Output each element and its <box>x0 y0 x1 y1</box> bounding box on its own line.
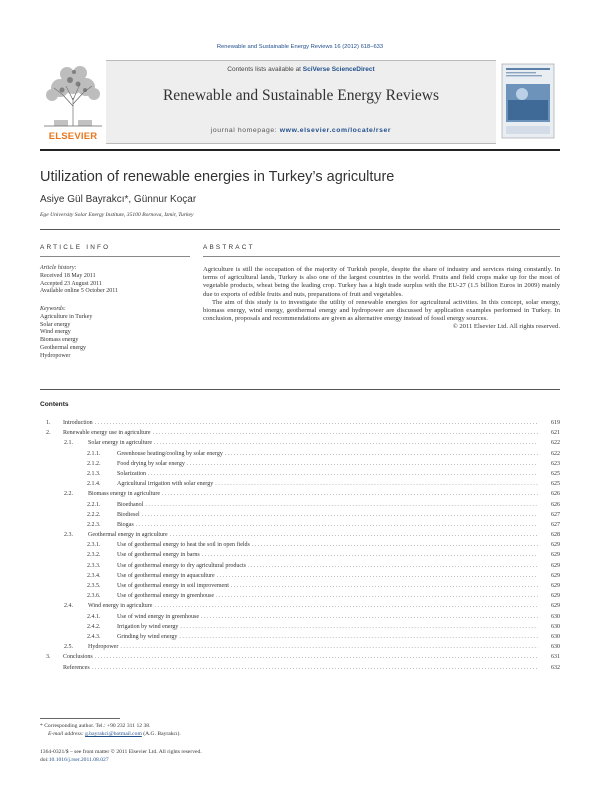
toc-page-number: 630 <box>551 623 560 630</box>
keywords-label: Keywords: <box>40 306 66 312</box>
toc-title[interactable]: Food drying by solar energy <box>117 460 185 467</box>
toc-number: 3. <box>46 654 51 661</box>
abstract-header: ABSTRACT <box>203 244 255 251</box>
toc-number: 2.2.2. <box>87 511 101 518</box>
toc-page-number: 629 <box>551 572 560 579</box>
toc-number: 2.2. <box>64 491 73 498</box>
toc-entry[interactable] <box>40 550 560 560</box>
toc-entry[interactable] <box>40 510 560 520</box>
toc-number: 2. <box>46 430 51 437</box>
toc-page-number: 627 <box>551 521 560 528</box>
abstract-body <box>203 266 560 332</box>
toc-page-number: 627 <box>551 511 560 518</box>
toc-page-number: 621 <box>551 430 560 437</box>
keyword-item: Agriculture in Turkey <box>40 313 93 320</box>
toc-number: 2.1.4. <box>87 481 101 488</box>
toc-leader-dots <box>154 438 538 448</box>
journal-cover-thumbnail[interactable] <box>496 60 560 144</box>
toc-page-number: 626 <box>551 501 560 508</box>
toc-entry[interactable] <box>40 632 560 642</box>
toc-number: 2.3.2. <box>87 552 101 559</box>
toc-entry[interactable] <box>40 459 560 469</box>
article-title: Utilization of renewable energies in Turkey’s agriculture <box>40 169 395 185</box>
toc-entry[interactable] <box>40 479 560 489</box>
toc-page-number: 629 <box>551 542 560 549</box>
toc-page-number: 626 <box>551 491 560 498</box>
toc-title[interactable]: Conclusions <box>63 654 93 661</box>
toc-leader-dots <box>180 622 538 632</box>
toc-title[interactable]: Agricultural irrigation with solar energy <box>117 481 214 488</box>
corresponding-author-note: * Corresponding author. Tel.: +90 232 311 12 38. <box>40 723 151 729</box>
doi-link[interactable]: 10.1016/j.rser.2011.08.027 <box>48 757 109 763</box>
keywords-block <box>40 306 188 361</box>
homepage-prefix: journal homepage: <box>210 127 280 134</box>
header-divider <box>40 149 560 151</box>
email-link[interactable]: g.bayrakci@hotmail.com <box>85 731 142 737</box>
table-of-contents <box>40 418 560 673</box>
toc-number: 2.4.1. <box>87 613 101 620</box>
copyright-notice: © 2011 Elsevier Ltd. All rights reserved. <box>452 323 560 331</box>
toc-title[interactable]: Geothermal energy in agriculture <box>88 532 168 539</box>
toc-number: 2.1.3. <box>87 470 101 477</box>
abstract-paragraph: Agriculture is still the occupation of the majority of Turkish people, despite the share of industry and services rising constantly. In terms of agricultural lands, Turkey is also one of the largest countries in the world. Fruits and field crops make up for the most of vegetable products, wheat being the leading crop. Turkey has a high trade surplus with the EU-27 (1.5 billion Euros in 2009) mainly due to exports of edible fruits and nuts, preparations of fruit and vegetables. <box>203 266 560 298</box>
toc-entry[interactable] <box>40 438 560 448</box>
toc-number: 2.2.3. <box>87 521 101 528</box>
toc-leader-dots <box>231 581 538 591</box>
toc-number: 2.4. <box>64 603 73 610</box>
toc-title[interactable]: Introduction <box>63 420 93 426</box>
toc-title[interactable]: Wind energy in agriculture <box>88 603 153 610</box>
toc-number: 2.3.4. <box>87 572 101 579</box>
abstract-paragraph: The aim of this study is to investigate the utility of renewable energies for agricultural activities. In this concept, solar energy, biomass energy, wind energy, geothermal energy and hydropower are discussed by application examples performed in Turkey. In conclusion, proposals and recommendations are given as alternative energy instead of fossil energy sources. <box>203 298 560 323</box>
toc-title[interactable]: Use of geothermal energy in aquaculture <box>117 572 215 579</box>
email-suffix: (A.G. Bayrakcı). <box>143 731 181 737</box>
author-affiliation: Ege University Solar Energy Institute, 35100 Bornova, Izmir, Turkey <box>40 212 194 218</box>
toc-title[interactable]: Use of geothermal energy to heat the soil in open fields <box>117 542 250 549</box>
toc-number: 2.3. <box>64 532 73 539</box>
toc-leader-dots <box>252 540 538 550</box>
toc-page-number: 631 <box>551 654 560 661</box>
toc-number: 2.1. <box>64 440 73 447</box>
keyword-item: Hydropower <box>40 352 71 359</box>
toc-title[interactable]: Biogas <box>117 521 134 528</box>
toc-title[interactable]: Use of geothermal energy in barns <box>117 552 200 559</box>
toc-entry[interactable] <box>40 612 560 622</box>
toc-entry[interactable] <box>40 428 560 438</box>
toc-leader-dots <box>136 520 538 530</box>
toc-leader-dots <box>95 652 538 662</box>
toc-title[interactable]: Solar energy in agriculture <box>88 440 153 447</box>
toc-title[interactable]: References <box>63 664 90 671</box>
toc-leader-dots <box>92 663 538 673</box>
publisher-name: ELSEVIER <box>48 131 98 142</box>
toc-page-number: 629 <box>551 603 560 610</box>
toc-number: 2.4.3. <box>87 633 101 640</box>
toc-page-number: 630 <box>551 613 560 620</box>
toc-number: 2.5. <box>64 644 73 651</box>
toc-title[interactable]: Solarization <box>117 470 146 477</box>
journal-title: Renewable and Sustainable Energy Reviews <box>162 87 440 104</box>
history-received: Received 18 May 2011 <box>40 272 96 279</box>
toc-leader-dots <box>202 550 538 560</box>
toc-entry[interactable] <box>40 601 560 611</box>
toc-leader-dots <box>216 591 538 601</box>
elsevier-logo[interactable] <box>40 60 106 144</box>
toc-page-number: 629 <box>551 583 560 589</box>
abstract-divider <box>40 389 560 390</box>
abstract-rule <box>203 256 560 257</box>
keyword-item: Biomass energy <box>40 337 79 344</box>
history-label: Article history: <box>40 265 77 271</box>
keyword-item: Wind energy <box>40 329 71 336</box>
toc-leader-dots <box>170 530 538 540</box>
title-divider <box>40 229 560 230</box>
doi-note <box>40 756 109 764</box>
toc-entry[interactable] <box>40 642 560 652</box>
toc-leader-dots <box>154 601 538 611</box>
toc-leader-dots <box>187 459 538 469</box>
toc-number: 2.3.1. <box>87 542 101 549</box>
toc-page-number: 630 <box>551 633 560 640</box>
toc-title[interactable]: Renewable energy use in agriculture <box>63 430 151 437</box>
article-history <box>40 265 188 296</box>
toc-entry[interactable] <box>40 500 560 510</box>
toc-page-number: 622 <box>551 440 560 447</box>
issn-note: 1364-0321/$ – see front matter © 2011 Elsevier Ltd. All rights reserved. <box>40 749 202 755</box>
toc-title[interactable]: Irrigation by wind energy <box>117 623 179 630</box>
contents-availability <box>106 66 496 73</box>
email-label: E-mail address: <box>48 731 84 737</box>
toc-number: 2.3.3. <box>87 562 101 569</box>
toc-leader-dots <box>248 561 538 571</box>
toc-number: 2.1.1. <box>87 450 101 457</box>
toc-leader-dots <box>148 469 538 479</box>
history-online: Available online 5 October 2011 <box>40 288 118 295</box>
toc-title[interactable]: Hydropower <box>88 644 119 651</box>
toc-page-number: 632 <box>551 664 560 671</box>
toc-leader-dots <box>145 500 538 510</box>
toc-leader-dots <box>142 510 538 520</box>
toc-entry[interactable] <box>40 581 560 591</box>
toc-page-number: 628 <box>551 532 560 539</box>
toc-entry[interactable] <box>40 489 560 499</box>
toc-leader-dots <box>201 612 538 622</box>
toc-title[interactable]: Use of geothermal energy in soil improvement <box>117 583 229 589</box>
keyword-item: Solar energy <box>40 321 71 328</box>
toc-title[interactable]: Greenhouse heating/cooling by solar energy <box>117 450 223 457</box>
toc-title[interactable]: Biodiesel <box>117 511 140 518</box>
toc-page-number: 630 <box>551 644 560 651</box>
toc-number: 1. <box>46 420 51 426</box>
toc-page-number: 629 <box>551 562 560 569</box>
toc-entry[interactable] <box>40 418 560 428</box>
toc-entry[interactable] <box>40 652 560 662</box>
toc-title[interactable]: Biomass energy in agriculture <box>88 491 161 498</box>
article-info-rule <box>40 256 190 257</box>
toc-entry[interactable] <box>40 591 560 601</box>
toc-leader-dots <box>179 632 538 642</box>
toc-title[interactable]: Use of wind energy in greenhouse <box>117 613 200 620</box>
email-note <box>48 730 181 738</box>
toc-entry[interactable] <box>40 520 560 530</box>
doi-prefix: doi: <box>40 757 49 763</box>
toc-title[interactable]: Grinding by wind energy <box>117 633 178 640</box>
toc-entry[interactable] <box>40 449 560 459</box>
toc-number: 2.2.1. <box>87 501 101 508</box>
journal-homepage <box>106 127 496 134</box>
toc-leader-dots <box>120 642 538 652</box>
toc-page-number: 619 <box>551 420 560 426</box>
contents-heading: Contents <box>40 401 69 408</box>
toc-entry[interactable] <box>40 469 560 479</box>
toc-page-number: 629 <box>551 593 560 600</box>
toc-entry[interactable] <box>40 622 560 632</box>
toc-page-number: 625 <box>551 481 560 488</box>
toc-number: 2.3.5. <box>87 583 101 589</box>
toc-page-number: 625 <box>551 470 560 477</box>
toc-entry[interactable] <box>40 663 560 673</box>
toc-entry[interactable] <box>40 571 560 581</box>
article-info-header: ARTICLE INFO <box>40 244 111 251</box>
keyword-item: Geothermal energy <box>40 344 87 351</box>
toc-leader-dots <box>215 479 538 489</box>
journal-citation[interactable]: Renewable and Sustainable Energy Reviews 16 (2012) 618–633 <box>216 44 384 50</box>
sciencedirect-link[interactable]: SciVerse ScienceDirect <box>302 66 375 73</box>
contents-prefix: Contents lists available at <box>227 66 303 73</box>
journal-masthead <box>106 60 496 144</box>
history-accepted: Accepted 23 August 2011 <box>40 280 102 287</box>
article-authors[interactable]: Asiye Gül Bayrakcı*, Günnur Koçar <box>40 194 197 205</box>
toc-title[interactable]: Use of geothermal energy in greenhouse <box>117 593 215 600</box>
toc-title[interactable]: Use of geothermal energy to dry agricultural products <box>117 562 247 569</box>
toc-number <box>40 663 63 673</box>
toc-leader-dots <box>153 428 538 438</box>
elsevier-tree-icon <box>40 60 106 130</box>
journal-cover-icon <box>496 60 560 144</box>
toc-number: 2.1.2. <box>87 460 101 467</box>
toc-entry[interactable] <box>40 540 560 550</box>
toc-leader-dots <box>225 449 538 459</box>
toc-page-number: 629 <box>551 552 560 559</box>
toc-leader-dots <box>217 571 538 581</box>
toc-entry[interactable] <box>40 561 560 571</box>
toc-leader-dots <box>162 489 538 499</box>
journal-banner <box>40 60 560 144</box>
toc-page-number: 622 <box>551 450 560 457</box>
toc-number: 2.3.6. <box>87 593 101 600</box>
footnote-rule <box>40 718 120 719</box>
toc-leader-dots <box>95 418 538 428</box>
toc-entry[interactable] <box>40 530 560 540</box>
toc-page-number: 623 <box>551 460 560 467</box>
homepage-link[interactable]: www.elsevier.com/locate/rser <box>279 127 392 134</box>
toc-title[interactable]: Bioethanol <box>117 501 144 508</box>
toc-number: 2.4.2. <box>87 623 101 630</box>
